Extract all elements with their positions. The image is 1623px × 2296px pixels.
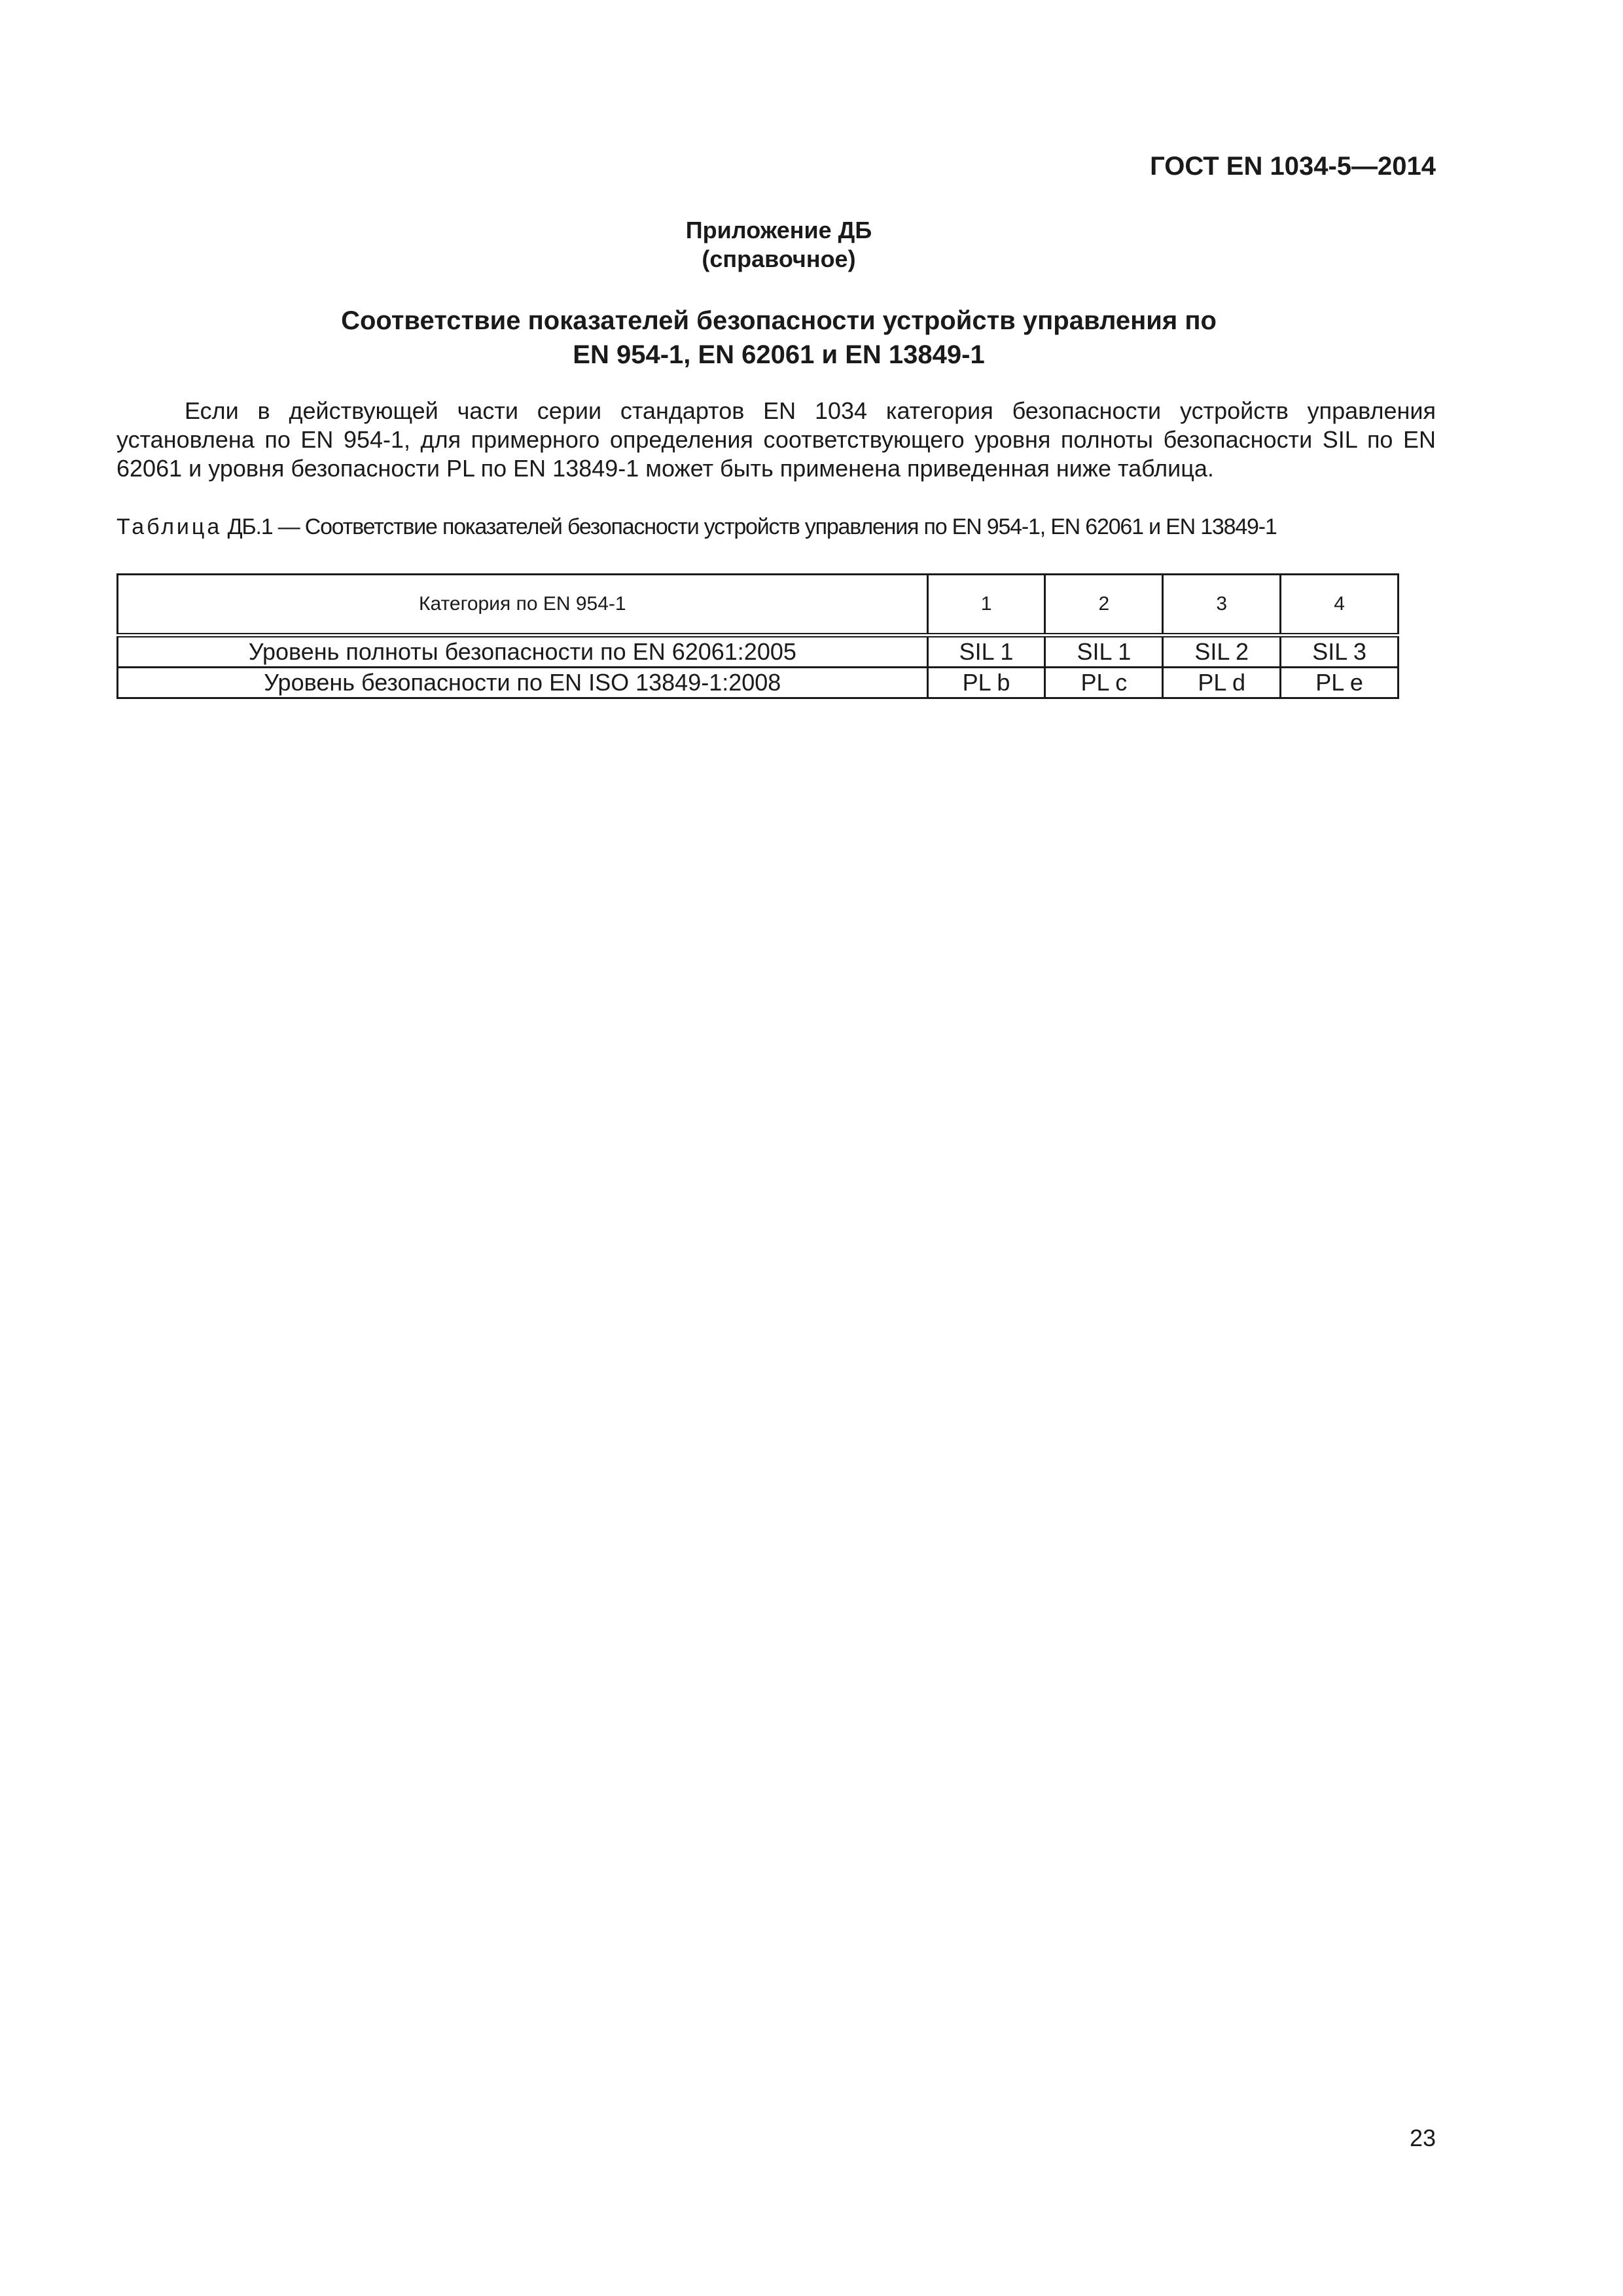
table-cell: SIL 3 [1281,636,1399,668]
body-paragraph: Если в действующей части серии стандартов EN 1034 категория безопасности устройств управления установлена по EN 954-1, для примерного определения соответствующего уровня полноты безопасности SIL по EN 62061 и уровня безопасности PL по EN 13849-1 может быть применена приведенная ниже таблица. [116,397,1436,482]
table-cell: SIL 1 [1045,636,1163,668]
table-cell: PL b [927,668,1045,698]
annex-title [0,304,1558,372]
annex-type: (справочное) [702,245,856,272]
table-caption-text: ДБ.1 — Соответствие показателей безопасности устройств управления по EN 954-1, EN 62061 и EN 13849-1 [227,514,1277,539]
table-cell: SIL 1 [927,636,1045,668]
annex-title-line-2: EN 954-1, EN 62061 и EN 13849-1 [573,340,985,369]
annex-heading [0,216,1558,274]
table-cell: Уровень полноты безопасности по EN 62061:2005 [118,636,928,668]
table-header-cell: 4 [1281,575,1399,636]
table-cell: PL c [1045,668,1163,698]
table-row [118,636,1399,668]
annex-label: Приложение ДБ [685,217,872,243]
safety-correspondence-table [116,573,1399,699]
table-cell: PL e [1281,668,1399,698]
page-number: 23 [1409,2125,1436,2151]
table-header-cell: 2 [1045,575,1163,636]
table-cell: PL d [1163,668,1281,698]
table-header-cell: 1 [927,575,1045,636]
table-header-cell: 3 [1163,575,1281,636]
table-header-row [118,575,1399,636]
annex-title-line-1: Соответствие показателей безопасности устройств управления по [341,306,1217,335]
table-caption-lead: Таблица [116,514,223,539]
table-cell: SIL 2 [1163,636,1281,668]
table-row [118,668,1399,698]
document-code: ГОСТ EN 1034-5—2014 [1150,152,1436,181]
table-header-cell: Категория по EN 954-1 [118,575,928,636]
table-caption [116,514,1277,540]
table-cell: Уровень безопасности по EN ISO 13849-1:2008 [118,668,928,698]
